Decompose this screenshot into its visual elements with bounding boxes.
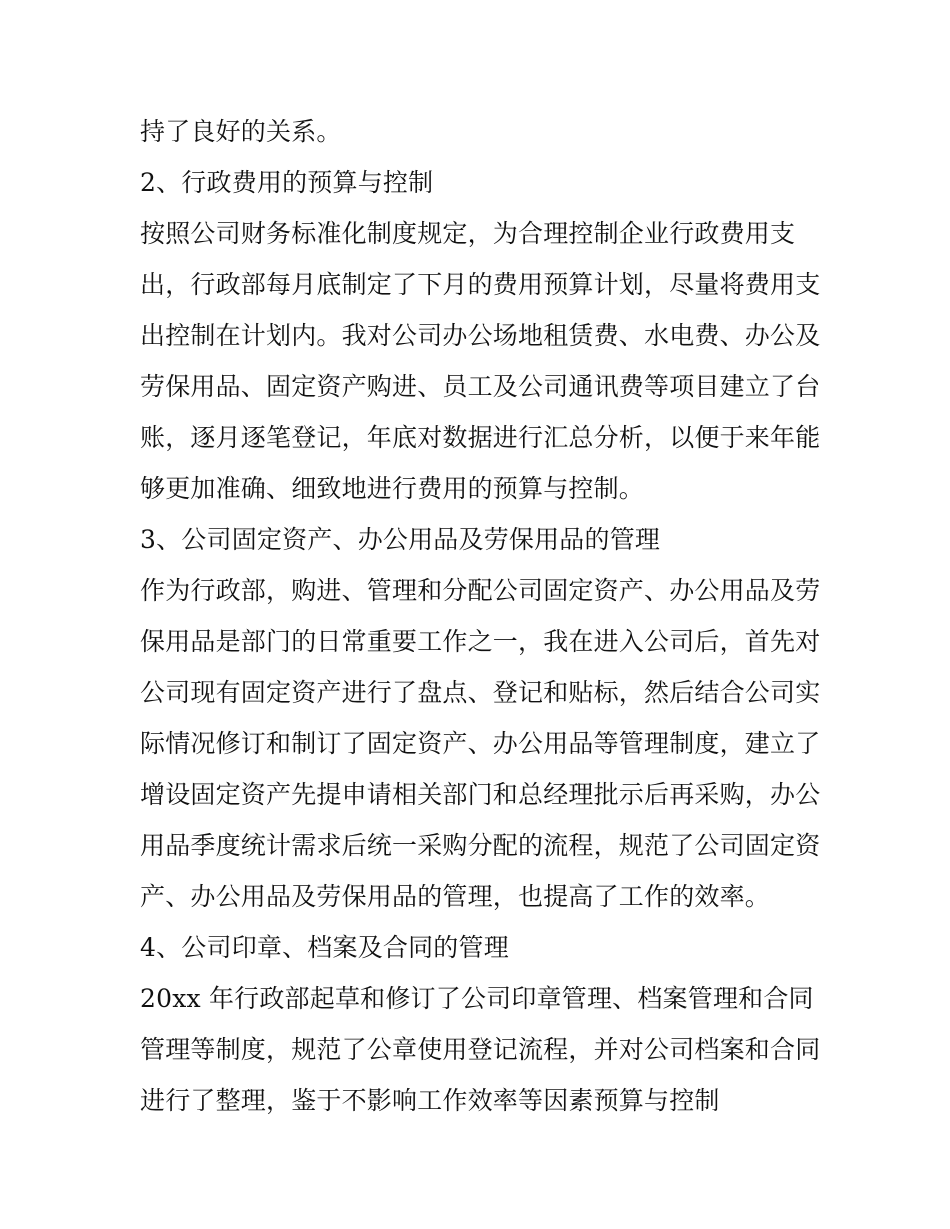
text-line: 作为行政部，购进、管理和分配公司固定资产、办公用品及劳 [140,576,821,605]
text-line: 管理等制度，规范了公章使用登记流程，并对公司档案和合同 [140,1035,821,1064]
text-line: 增设固定资产先提申请相关部门和总经理批示后再采购，办公 [140,780,821,809]
document-body [140,106,830,1126]
text-line: 出，行政部每月底制定了下月的费用预算计划，尽量将费用支 [140,270,821,299]
section-heading: 4、公司印章、档案及合同的管理 [140,933,509,962]
text-line: 20xx 年行政部起草和修订了公司印章管理、档案管理和合同 [140,984,814,1013]
text-line: 保用品是部门的日常重要工作之一，我在进入公司后，首先对 [140,627,821,656]
text-line: 账，逐月逐笔登记，年底对数据进行汇总分析，以便于来年能 [140,423,821,452]
text-line: 进行了整理，鉴于不影响工作效率等因素预算与控制 [140,1086,720,1115]
text-line: 按照公司财务标准化制度规定，为合理控制企业行政费用支 [140,219,796,248]
text-line: 产、办公用品及劳保用品的管理，也提高了工作的效率。 [140,882,771,911]
text-line: 够更加准确、细致地进行费用的预算与控制。 [140,474,645,503]
text-line: 出控制在计划内。我对公司办公场地租赁费、水电费、办公及 [140,321,821,350]
text-line: 持了良好的关系。 [140,117,342,146]
section-heading: 2、行政费用的预算与控制 [140,168,434,197]
text-line: 际情况修订和制订了固定资产、办公用品等管理制度，建立了 [140,729,821,758]
section-heading: 3、公司固定资产、办公用品及劳保用品的管理 [140,525,661,554]
text-line: 劳保用品、固定资产购进、员工及公司通讯费等项目建立了台 [140,372,821,401]
text-line: 用品季度统计需求后统一采购分配的流程，规范了公司固定资 [140,831,821,860]
text-line: 公司现有固定资产进行了盘点、登记和贴标，然后结合公司实 [140,678,821,707]
